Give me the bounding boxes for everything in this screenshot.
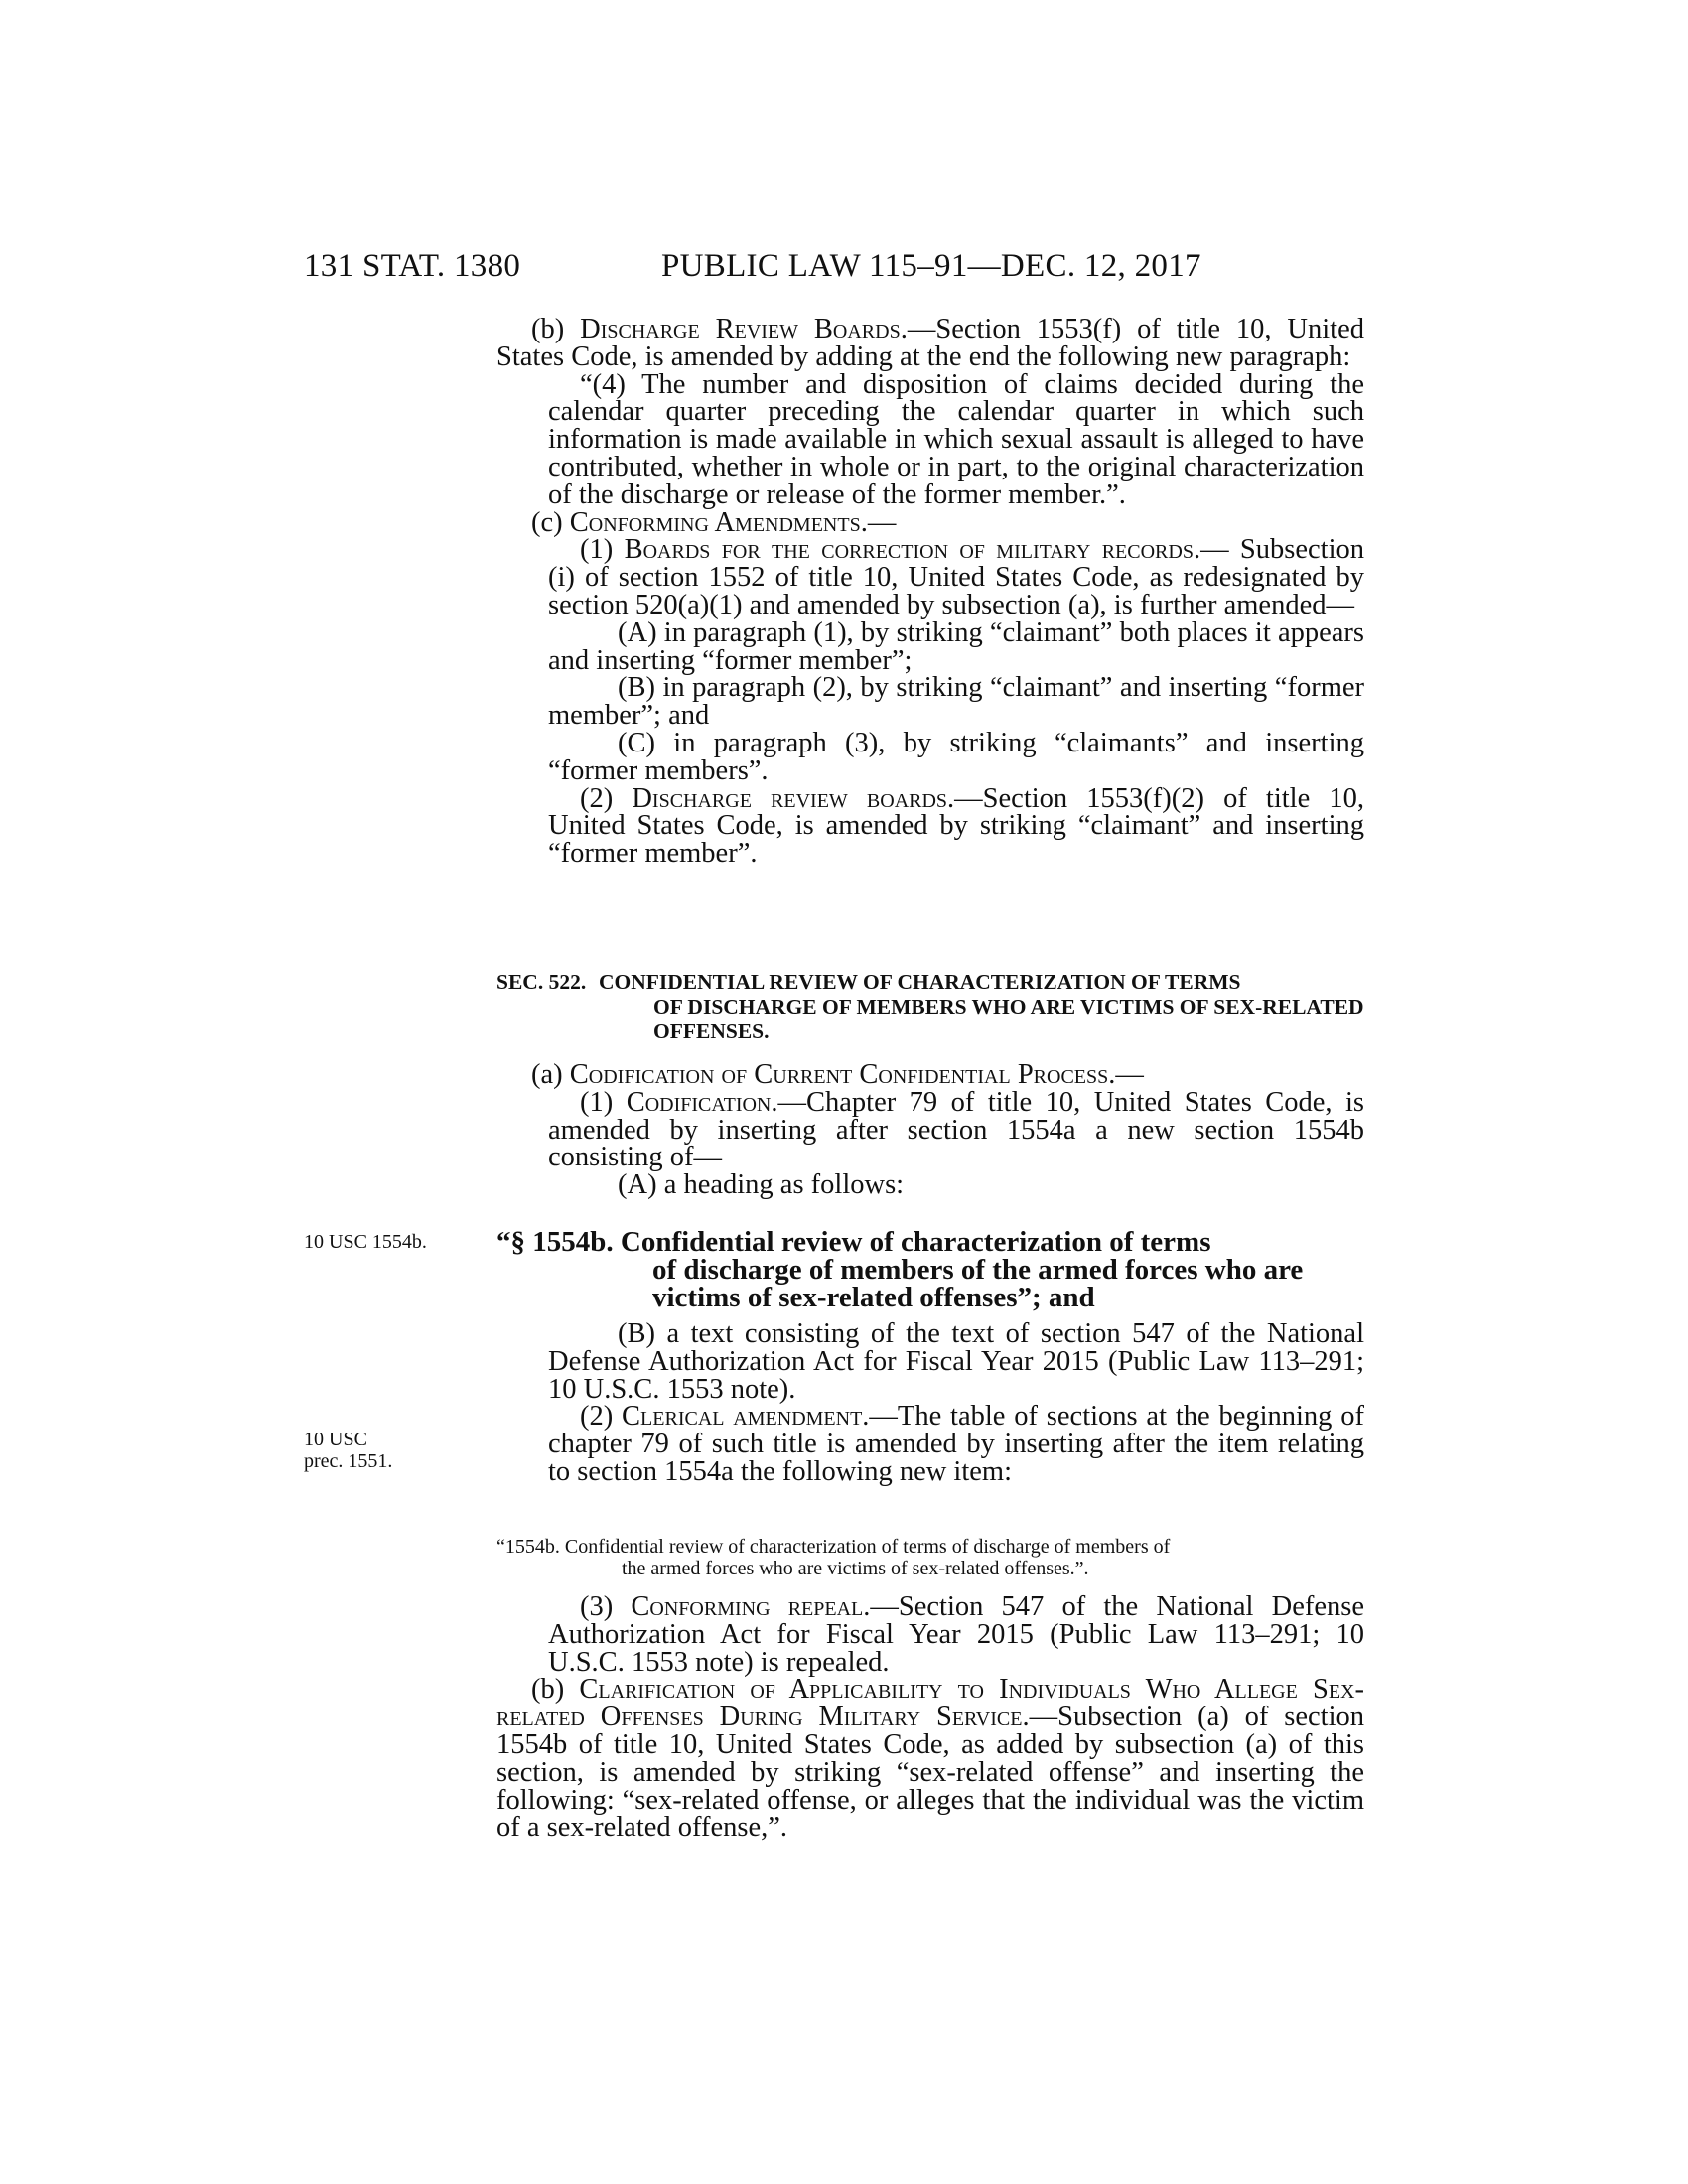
margin-note-prec-1551: [304, 1429, 392, 1472]
margin-note-line2: prec. 1551.: [304, 1450, 393, 1472]
running-header: PUBLIC LAW 115–91—DEC. 12, 2017: [661, 248, 1201, 284]
heading-codification: Codification: [626, 1086, 772, 1118]
section-heading: [496, 970, 1364, 1044]
section-title-rest: OF DISCHARGE OF MEMBERS WHO ARE VICTIMS OF SEX-RELATED OFFENSES.: [653, 995, 1364, 1043]
margin-note-line1: 10 USC: [304, 1429, 367, 1450]
paragraph-cC: (C) in paragraph (3), by striking “claimants” and inserting “former members”.: [548, 727, 1364, 786]
heading-conforming-repeal: Conforming repeal: [631, 1591, 864, 1622]
paragraph-b2: (b) Clarification of Applicability to Individuals Who Allege Sex-related Offenses During Military Service.—Subsection (a) of section 1554b of title 10, United States Code, as added by subsection (a) of this section, is amended by striking “sex-related offense” and inserting the following: “sex-related offense, or alleges that the individual was the victim of a sex-related offense,”.: [496, 1674, 1364, 1843]
heading-boards-correction: Boards for the correction of military records: [624, 534, 1194, 566]
paragraph-cA: (A) in paragraph (1), by striking “claimant” both places it appears and inserting “former member”;: [548, 616, 1364, 676]
section-number: SEC. 522.: [496, 970, 587, 994]
heading-discharge-review-boards-2: Discharge review boards: [632, 782, 948, 814]
section-1554b-heading: [496, 1228, 1364, 1311]
body-block-4: [496, 1593, 1364, 1842]
paragraph-cB: (B) in paragraph (2), by striking “claimant” and inserting “former member”; and: [548, 672, 1364, 732]
paragraph-b: (b) Discharge Review Boards.—Section 1553(f) of title 10, United States Code, is amended by adding at the end the following new paragraph:: [496, 314, 1364, 372]
section-1554b-heading-line1: “§ 1554b. Confidential review of characterization of terms: [496, 1226, 1211, 1258]
paragraph-c: (c) Conforming Amendments.—: [531, 506, 897, 538]
body-block-3: [496, 1320, 1364, 1486]
table-of-sections-item: [496, 1536, 1364, 1579]
margin-note-10usc1554b: 10 USC 1554b.: [304, 1231, 427, 1253]
heading-discharge-review-boards: Discharge Review Boards: [580, 314, 901, 344]
paragraph-a2: (2) Clerical amendment.—The table of sections at the beginning of chapter 79 of such title is amended by inserting after the item relating to section 1554a the following new item:: [548, 1401, 1364, 1487]
body-block-1: [496, 316, 1364, 868]
paragraph-c1: (1) Boards for the correction of military records.— Subsection (i) of section 1552 of title 10, United States Code, as redesignated by section 520(a)(1) and amended by subsection (a), is further amended—: [548, 534, 1365, 620]
body-block-2: [496, 1061, 1364, 1199]
paragraph-a1: (1) Codification.—Chapter 79 of title 10, United States Code, is amended by inserting after section 1554a a new section 1554b consisting of—: [548, 1086, 1364, 1173]
heading-conforming-amendments: Conforming Amendments: [569, 506, 861, 538]
heading-clarification: Clarification of Applicability to Individuals Who Allege Sex-related Offenses During Military Service: [496, 1674, 1364, 1733]
section-title-line1: CONFIDENTIAL REVIEW OF CHARACTERIZATION OF TERMS: [599, 970, 1241, 994]
table-item-line1: “1554b. Confidential review of characterization of terms of discharge of members of: [496, 1536, 1171, 1558]
paragraph-c2: (2) Discharge review boards.—Section 1553(f)(2) of title 10, United States Code, is amended by striking “claimant” and inserting “former member”.: [548, 782, 1364, 870]
quoted-paragraph-4: “(4) The number and disposition of claims decided during the calendar quarter preceding the calendar quarter in which such information is made available in which sexual assault is alleged to have contributed, whether in whole or in part, to the original characterization of the discharge or release of the former member.”.: [548, 368, 1364, 510]
heading-clerical-amendment: Clerical amendment: [622, 1401, 863, 1433]
table-item-rest: the armed forces who are victims of sex-related offenses.”.: [622, 1558, 1089, 1579]
paragraph-a3: (3) Conforming repeal.—Section 547 of the National Defense Authorization Act for Fiscal Year 2015 (Public Law 113–291; 10 U.S.C. 1553 note) is repealed.: [548, 1591, 1364, 1678]
section-1554b-heading-rest: of discharge of members of the armed forces who are victims of sex-related offenses”; and: [652, 1254, 1304, 1313]
paragraph-a: (a) Codification of Current Confidential Process.—: [531, 1059, 1144, 1090]
paragraph-aA: (A) a heading as follows:: [618, 1169, 905, 1201]
page-citation: 131 STAT. 1380: [304, 248, 521, 284]
heading-codification-process: Codification of Current Confidential Process: [569, 1059, 1109, 1090]
paragraph-aB: (B) a text consisting of the text of section 547 of the National Defense Authorization Act for Fiscal Year 2015 (Public Law 113–291; 10 U.S.C. 1553 note).: [548, 1318, 1364, 1405]
